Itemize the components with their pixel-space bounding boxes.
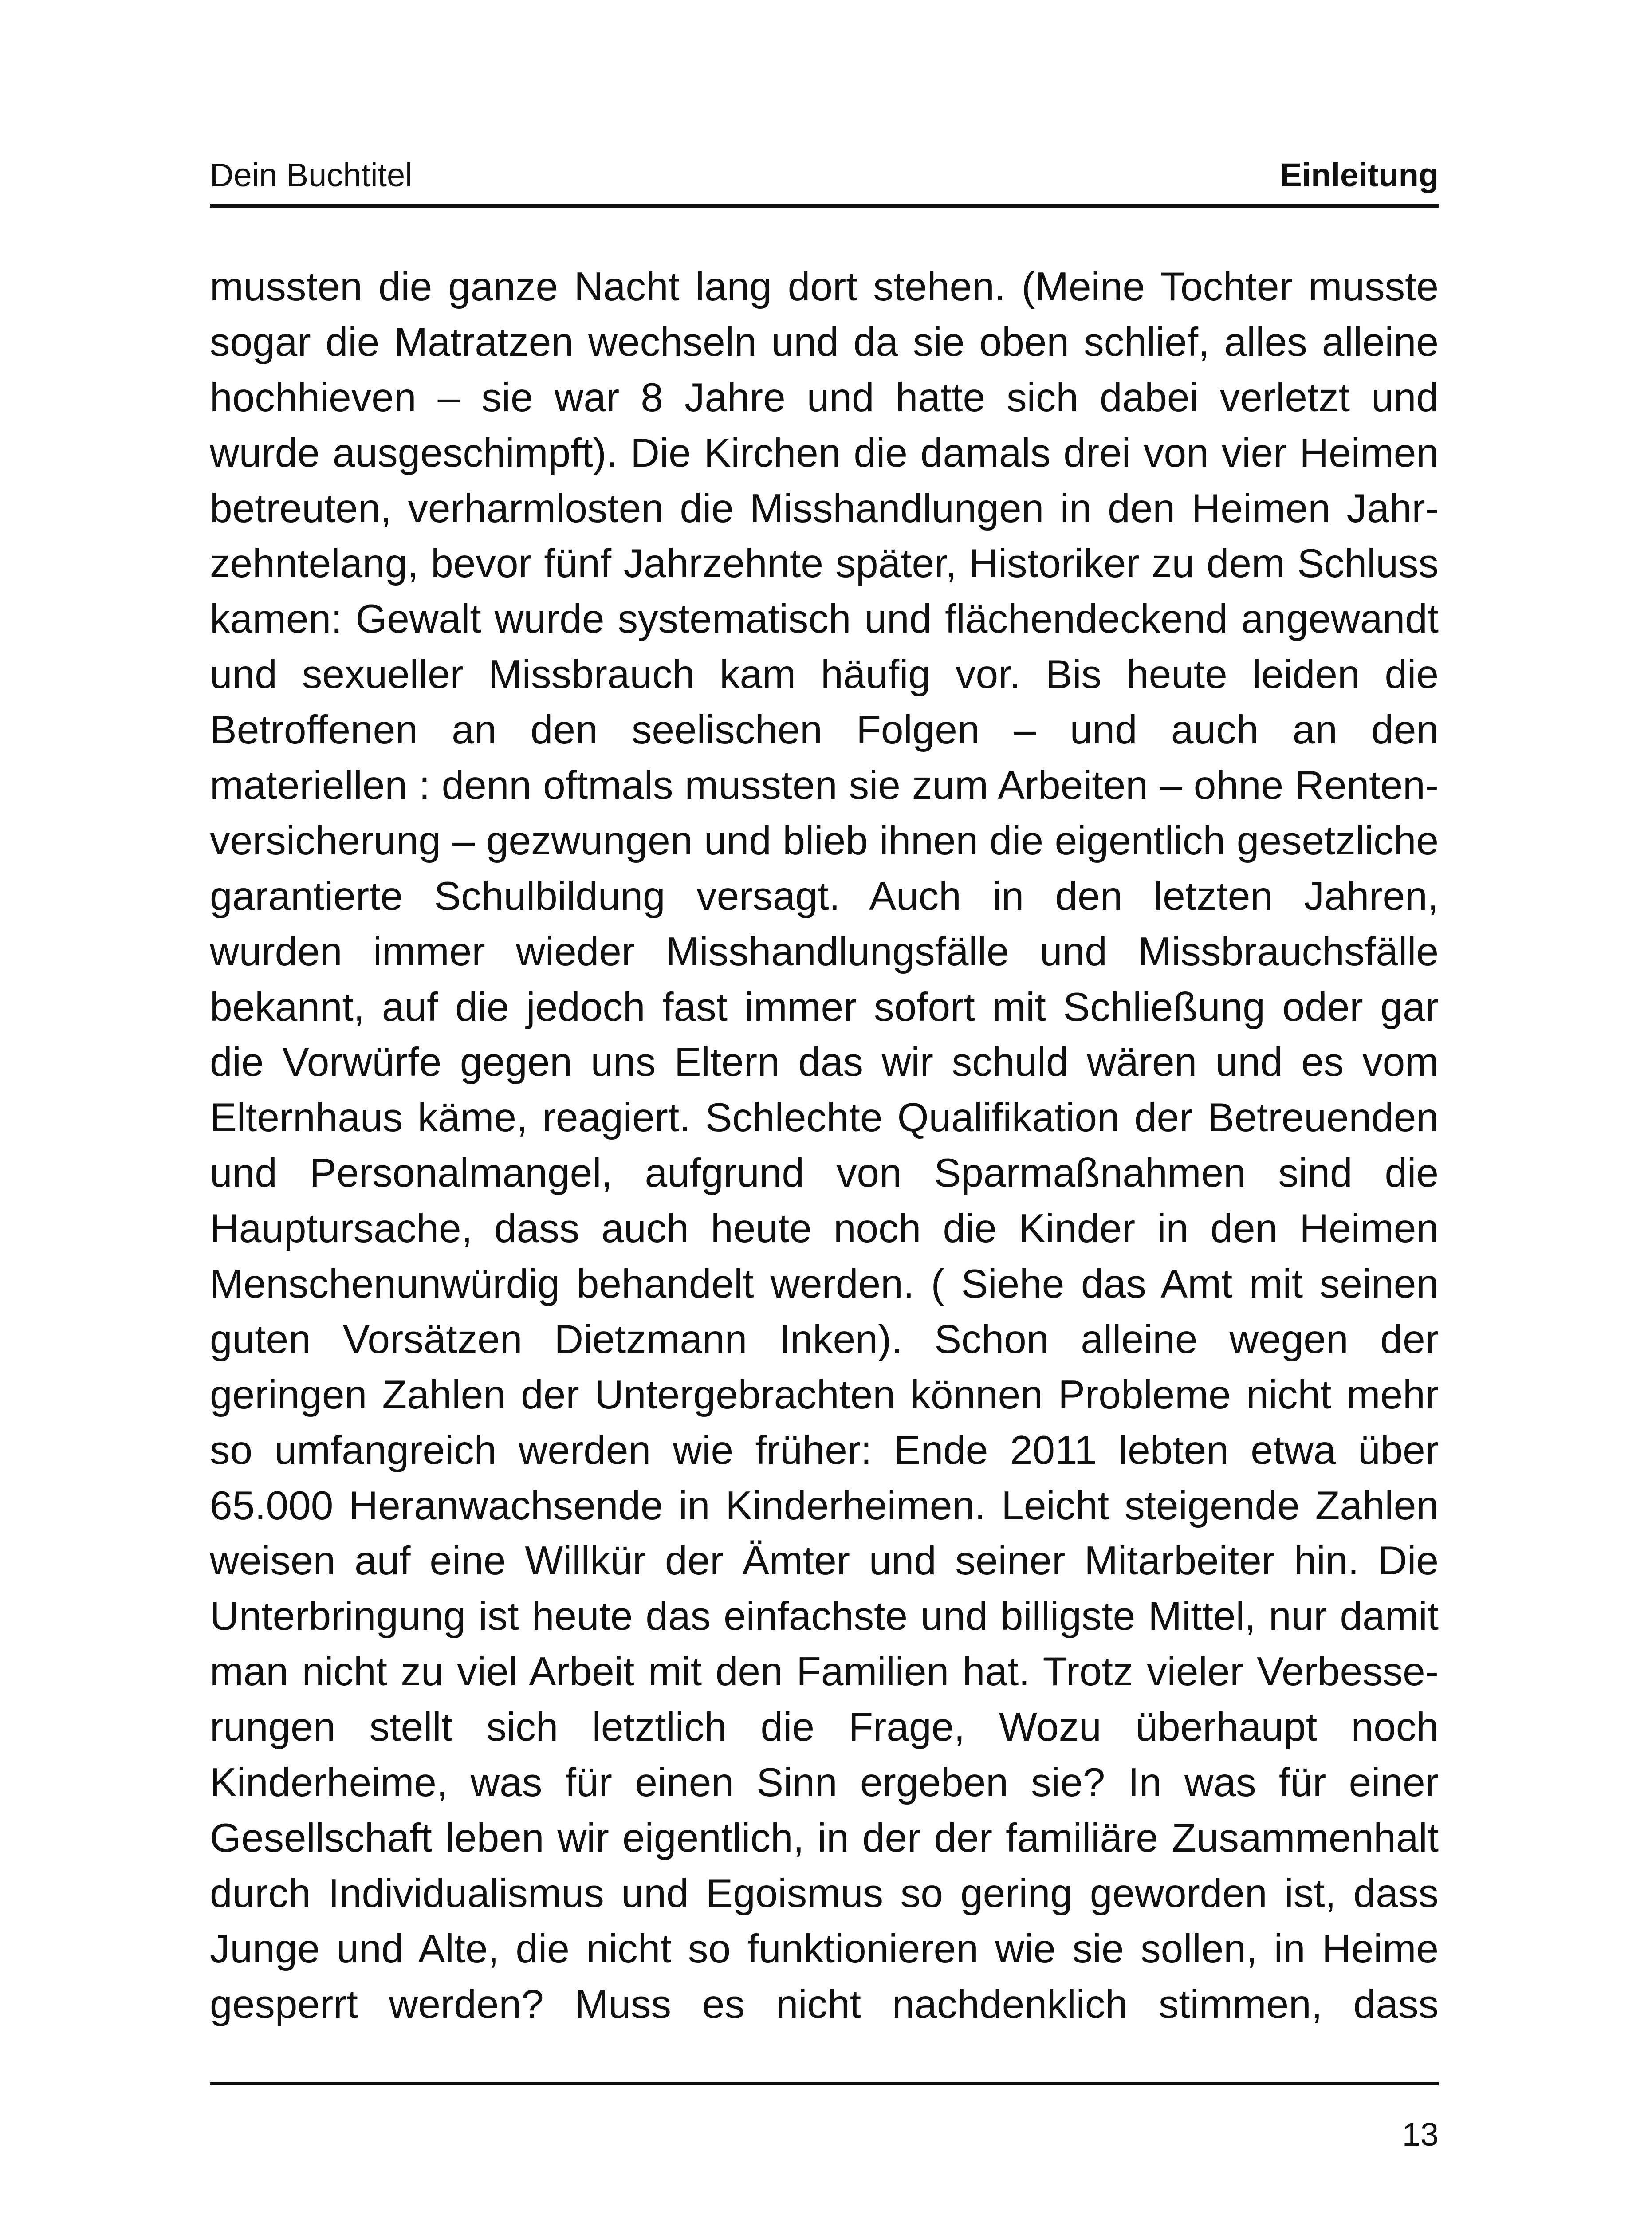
text-line: bekannt, auf die jedoch fast immer sofort mit Schließung oder gar — [210, 984, 1439, 1030]
text-line: geringen Zahlen der Untergebrachten können Probleme nicht mehr — [210, 1372, 1439, 1417]
text-line: wurde ausgeschimpft). Die Kirchen die damals drei von vier Heimen — [210, 430, 1439, 476]
text-line: wurden immer wieder Misshandlungsfälle und Missbrauchsfälle — [210, 929, 1439, 974]
text-line: durch Individualismus und Egoismus so gering geworden ist, dass — [210, 1871, 1439, 1916]
text-line: betreuten, verharmlosten die Misshandlungen in den Heimen Jahr- — [210, 486, 1439, 531]
text-line: die Vorwürfe gegen uns Eltern das wir schuld wären und es vom — [210, 1040, 1439, 1085]
header-rule — [210, 204, 1439, 208]
text-line: sogar die Matratzen wechseln und da sie oben schlief, alles alleine — [210, 319, 1439, 365]
text-line: kamen: Gewalt wurde systematisch und flächendeckend angewandt — [210, 597, 1439, 642]
book-title: Dein Buchtitel — [210, 157, 413, 193]
text-line: Unterbringung ist heute das einfachste und billigste Mittel, nur damit — [210, 1594, 1439, 1639]
text-line: Betroffenen an den seelischen Folgen – und auch an den — [210, 708, 1439, 753]
text-line: guten Vorsätzen Dietzmann Inken). Schon alleine wegen der — [210, 1317, 1439, 1362]
text-line: rungen stellt sich letztlich die Frage, Wozu überhaupt noch — [210, 1705, 1439, 1750]
text-line: mussten die ganze Nacht lang dort stehen. (Meine Tochter musste — [210, 264, 1439, 309]
text-line: zehntelang, bevor fünf Jahrzehnte später, Historiker zu dem Schluss — [210, 541, 1439, 586]
text-line: 65.000 Heranwachsende in Kinderheimen. Leicht steigende Zahlen — [210, 1483, 1439, 1528]
text-line: Junge und Alte, die nicht so funktionieren wie sie sollen, in Heime — [210, 1926, 1439, 1971]
text-line: gesperrt werden? Muss es nicht nachdenklich stimmen, dass — [210, 1982, 1439, 2027]
text-line: versicherung – gezwungen und blieb ihnen die eigentlich gesetzliche — [210, 818, 1439, 863]
text-line: man nicht zu viel Arbeit mit den Familien hat. Trotz vieler Verbesse- — [210, 1649, 1439, 1695]
text-line: hochhieven – sie war 8 Jahre und hatte sich dabei verletzt und — [210, 375, 1439, 420]
text-line: Elternhaus käme, reagiert. Schlechte Qualifikation der Betreuenden — [210, 1095, 1439, 1140]
footer-rule — [210, 2082, 1439, 2085]
text-line: weisen auf eine Willkür der Ämter und seiner Mitarbeiter hin. Die — [210, 1538, 1439, 1584]
text-line: und Personalmangel, aufgrund von Sparmaßnahmen sind die — [210, 1151, 1439, 1196]
text-line: Kinderheime, was für einen Sinn ergeben sie? In was für einer — [210, 1760, 1439, 1805]
text-line: Menschenunwürdig behandelt werden. ( Siehe das Amt mit seinen — [210, 1262, 1439, 1307]
text-line: garantierte Schulbildung versagt. Auch in den letzten Jahren, — [210, 873, 1439, 919]
running-header — [210, 151, 1439, 204]
text-line: Gesellschaft leben wir eigentlich, in der der familiäre Zusammenhalt — [210, 1815, 1439, 1860]
body-text — [210, 260, 1439, 2033]
text-line: so umfangreich werden wie früher: Ende 2011 lebten etwa über — [210, 1428, 1439, 1473]
chapter-title: Einleitung — [1280, 157, 1439, 193]
page-number: 13 — [1402, 2116, 1439, 2153]
text-line: Hauptursache, dass auch heute noch die Kinder in den Heimen — [210, 1206, 1439, 1251]
text-line: und sexueller Missbrauch kam häufig vor. Bis heute leiden die — [210, 652, 1439, 697]
text-line: materiellen : denn oftmals mussten sie zum Arbeiten – ohne Renten- — [210, 763, 1439, 808]
